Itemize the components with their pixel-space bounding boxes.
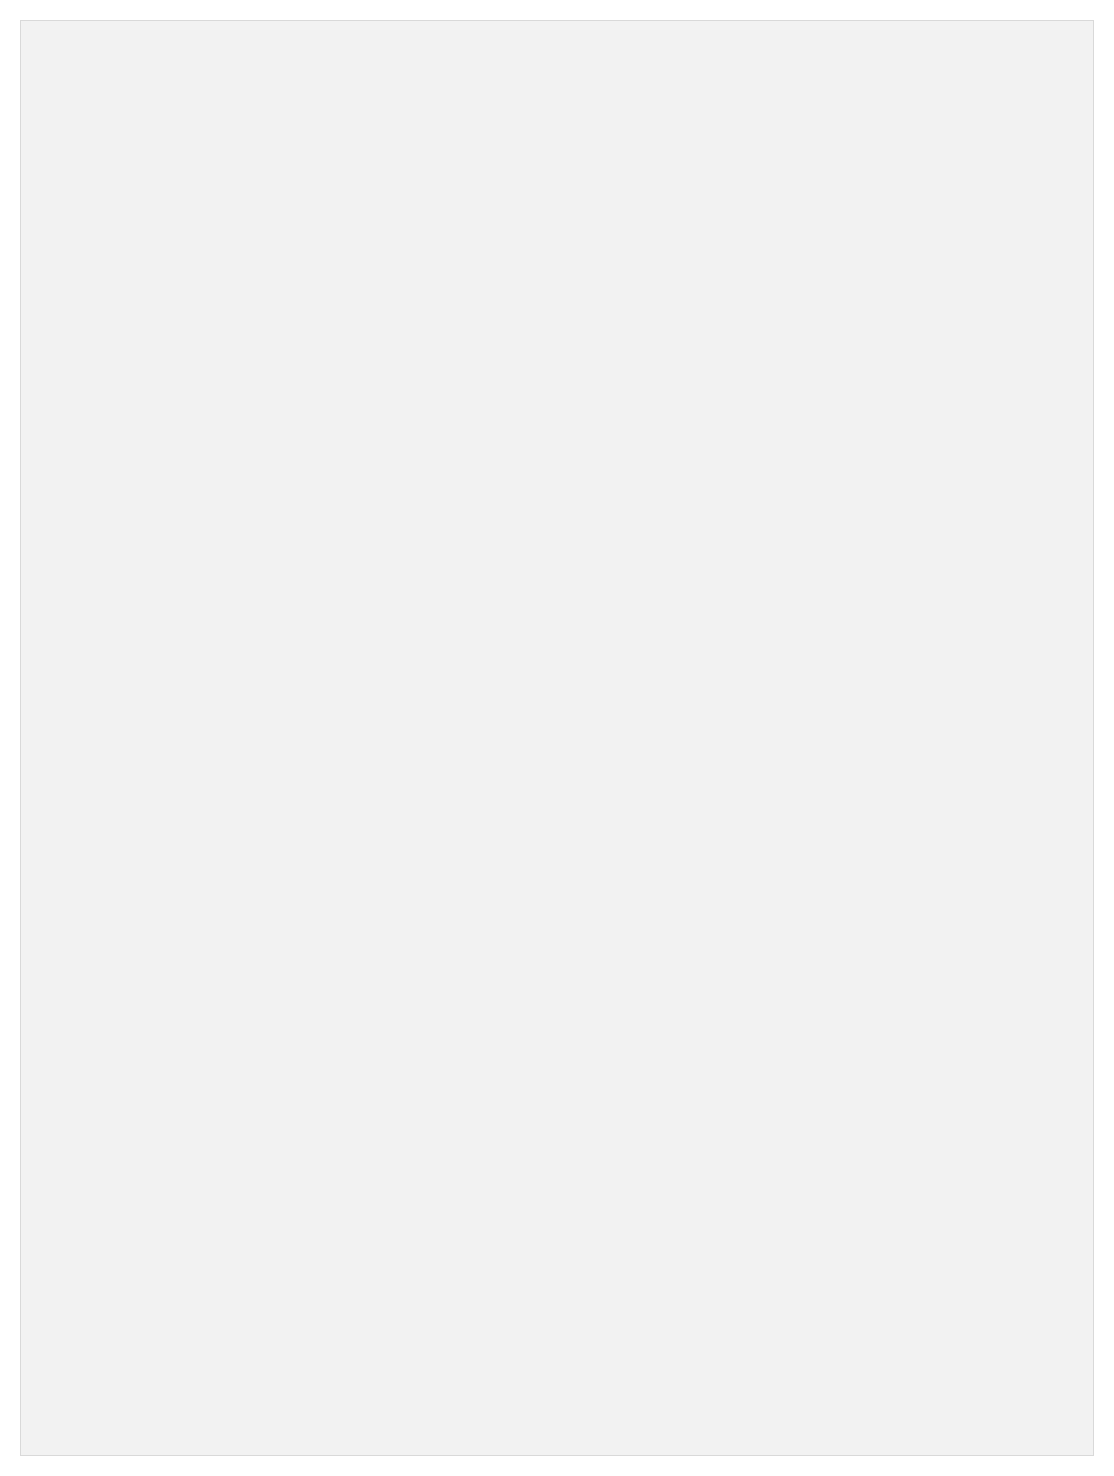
content-placeholder — [20, 20, 1094, 1456]
